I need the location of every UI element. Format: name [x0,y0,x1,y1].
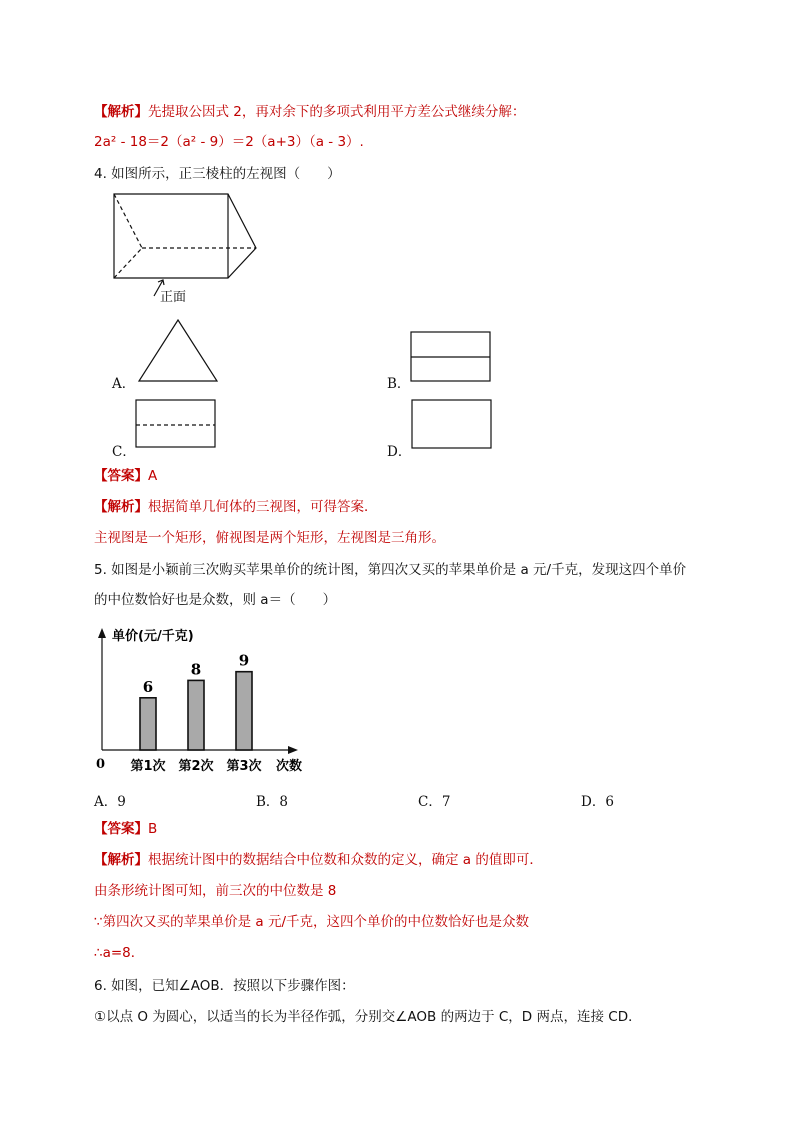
category-label-1: 第1次 [130,759,166,774]
price-bar-chart [88,622,328,778]
bar-value-label-2: 8 [190,660,202,679]
category-label-2: 第2次 [178,759,214,774]
q5-answer [94,820,157,838]
q5-option-d [581,790,614,810]
origin-label: 0 [96,757,106,772]
answer-tag: 【答案】 [94,468,148,484]
bar-3 [236,672,252,750]
x-axis-label: 次数 [276,759,303,774]
option-label: C． [418,794,442,810]
front-label: 正面 [160,290,187,305]
prism-figure [108,192,268,302]
q5-option-c [418,790,450,810]
option-label: D． [581,794,606,810]
q3-analysis [94,103,525,121]
option-c-label: C． [112,444,136,460]
analysis-text: 根据统计图中的数据结合中位数和众数的定义，确定 a 的值即可． [148,852,543,868]
q5-line2: ∵第四次又买的苹果单价是 a 元/千克，这四个单价的中位数恰好也是众数 [94,914,529,930]
option-label: A． [94,794,118,810]
answer-value: A [148,468,158,484]
bar-2 [188,680,204,750]
q5-option-a [94,790,126,810]
option-value: 8 [279,794,289,810]
q5-line1: 由条形统计图可知，前三次的中位数是 8 [94,883,337,899]
option-b-label: B． [387,376,411,392]
q4-stem: 4. 如图所示，正三棱柱的左视图（ ） [94,166,341,182]
analysis-text: 根据简单几何体的三视图，可得答案． [148,499,378,515]
q5-option-b [256,790,288,810]
option-b-rectangles [410,331,492,383]
analysis-tag: 【解析】 [94,104,148,120]
option-d-label: D． [387,444,412,460]
option-label: B． [256,794,280,810]
option-value: 9 [117,794,126,810]
category-label-3: 第3次 [226,759,262,774]
q6-step1: ①以点 O 为圆心，以适当的长为半径作弧，分别交∠AOB 的两边于 C，D 两点，连接 CD． [94,1009,642,1025]
bar-1 [140,698,156,750]
option-d-rectangle [411,399,493,449]
analysis-tag: 【解析】 [94,852,148,868]
q3-formula: 2a² - 18＝2（a² - 9）＝2（a+3）（a - 3）. [94,134,364,150]
y-axis-label: 单价(元/千克) [112,629,194,644]
bar-value-label-3: 9 [238,651,250,670]
option-a-label: A． [112,376,136,392]
q5-line3: ∴a=8． [94,945,145,961]
answer-value: B [148,821,158,837]
q5-stem-line1: 5. 如图是小颖前三次购买苹果单价的统计图，第四次又买的苹果单价是 a 元/千克，发现这四个单价 [94,562,687,578]
analysis-text: 先提取公因式 2，再对余下的多项式利用平方差公式继续分解： [148,104,526,120]
answer-tag: 【答案】 [94,821,148,837]
bar-value-label-1: 6 [142,677,154,696]
option-value: 6 [605,794,614,810]
q5-analysis [94,851,543,869]
option-value: 7 [441,794,451,810]
q4-explanation: 主视图是一个矩形，俯视图是两个矩形，左视图是三角形。 [94,530,445,546]
q4-answer [94,467,157,485]
analysis-tag: 【解析】 [94,499,148,515]
option-a-triangle [137,318,219,384]
option-c-rectangle-dashed [135,399,217,449]
q6-stem: 6. 如图，已知∠AOB．按照以下步骤作图： [94,978,355,994]
q4-analysis [94,498,378,516]
q5-stem-line2: 的中位数恰好也是众数，则 a＝（ ） [94,592,337,608]
